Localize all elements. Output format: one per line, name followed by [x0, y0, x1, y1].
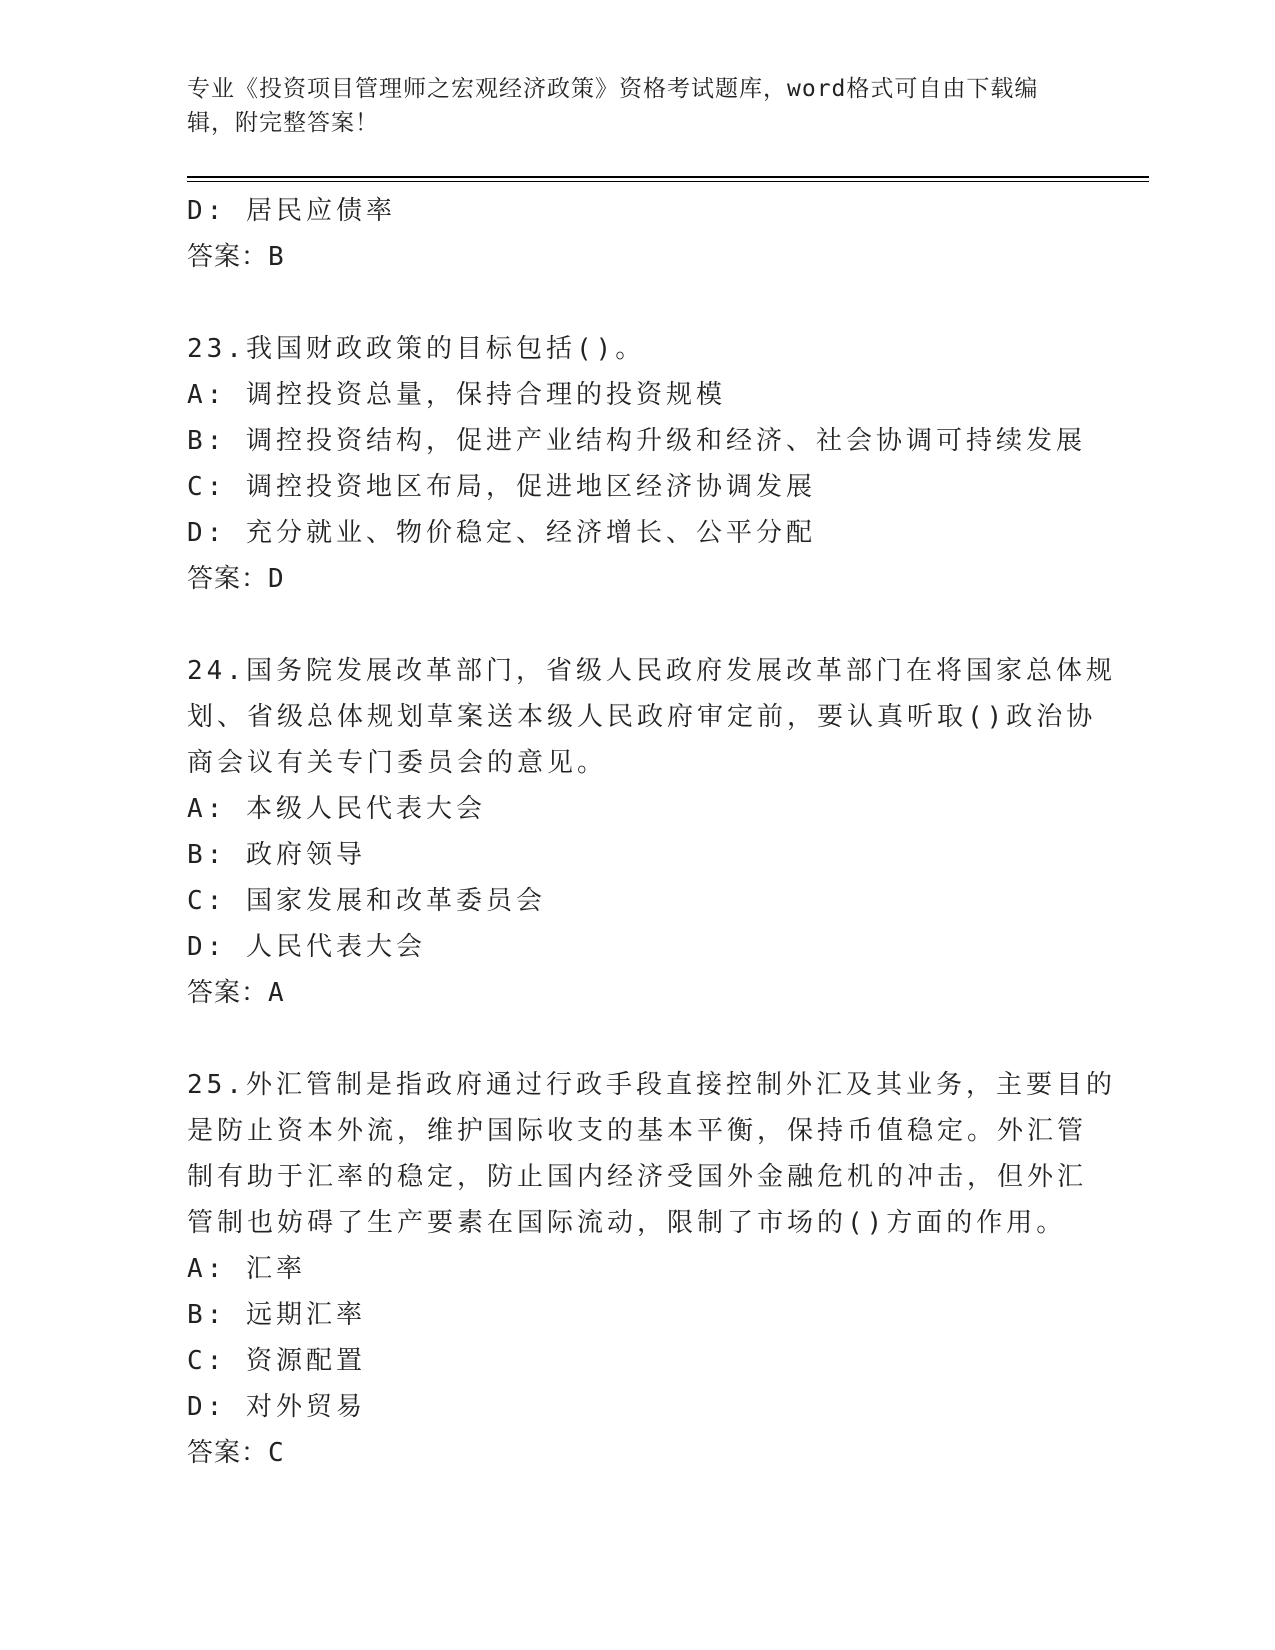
header-rule-thin: [187, 181, 1149, 182]
question-25: [187, 1062, 1116, 1476]
answer-line: 答案：A: [187, 978, 285, 1008]
option-c: C: 调控投资地区布局，促进地区经济协调发展: [187, 472, 816, 502]
header-rule-thick: [187, 176, 1149, 178]
option-d: D: 居民应债率: [187, 196, 396, 226]
question-24: [187, 648, 1116, 1016]
option-c: C: 国家发展和改革委员会: [187, 886, 546, 916]
header-line-2: 辑，附完整答案！: [187, 110, 379, 136]
question-stem: 划、省级总体规划草案送本级人民政府审定前，要认真听取()政治协: [187, 702, 1097, 732]
answer-line: 答案：D: [187, 564, 285, 594]
question-stem: 23.我国财政政策的目标包括()。: [187, 334, 646, 364]
answer-line: 答案：B: [187, 242, 285, 272]
question-stem: 是防止资本外流，维护国际收支的基本平衡，保持币值稳定。外汇管: [187, 1116, 1088, 1146]
option-d: D: 充分就业、物价稳定、经济增长、公平分配: [187, 518, 816, 548]
answer-line: 答案：C: [187, 1438, 285, 1468]
question-stem: 商会议有关专门委员会的意见。: [187, 748, 608, 778]
header-line-1: 专业《投资项目管理师之宏观经济政策》资格考试题库，word格式可自由下载编: [187, 76, 1039, 102]
option-a: A: 汇率: [187, 1254, 306, 1284]
question-list: [187, 188, 1116, 1476]
option-c: C: 资源配置: [187, 1346, 366, 1376]
question-stem: 24.国务院发展改革部门，省级人民政府发展改革部门在将国家总体规: [187, 656, 1116, 686]
question-stem: 管制也妨碍了生产要素在国际流动，限制了市场的()方面的作用。: [187, 1208, 1067, 1238]
question-stem: 制有助于汇率的稳定，防止国内经济受国外金融危机的冲击，但外汇: [187, 1162, 1088, 1192]
option-d: D: 人民代表大会: [187, 932, 426, 962]
question-stem: 25.外汇管制是指政府通过行政手段直接控制外汇及其业务，主要目的: [187, 1070, 1116, 1100]
option-b: B: 远期汇率: [187, 1300, 366, 1330]
option-a: A: 本级人民代表大会: [187, 794, 486, 824]
question-22-tail: [187, 188, 1087, 280]
option-b: B: 调控投资结构，促进产业结构升级和经济、社会协调可持续发展: [187, 426, 1086, 456]
option-a: A: 调控投资总量，保持合理的投资规模: [187, 380, 726, 410]
spacer: [187, 602, 1087, 648]
page-header: [187, 72, 1067, 140]
option-b: B: 政府领导: [187, 840, 366, 870]
option-d: D: 对外贸易: [187, 1392, 366, 1422]
spacer: [187, 280, 1087, 326]
spacer: [187, 1016, 1087, 1062]
question-23: [187, 326, 1087, 602]
